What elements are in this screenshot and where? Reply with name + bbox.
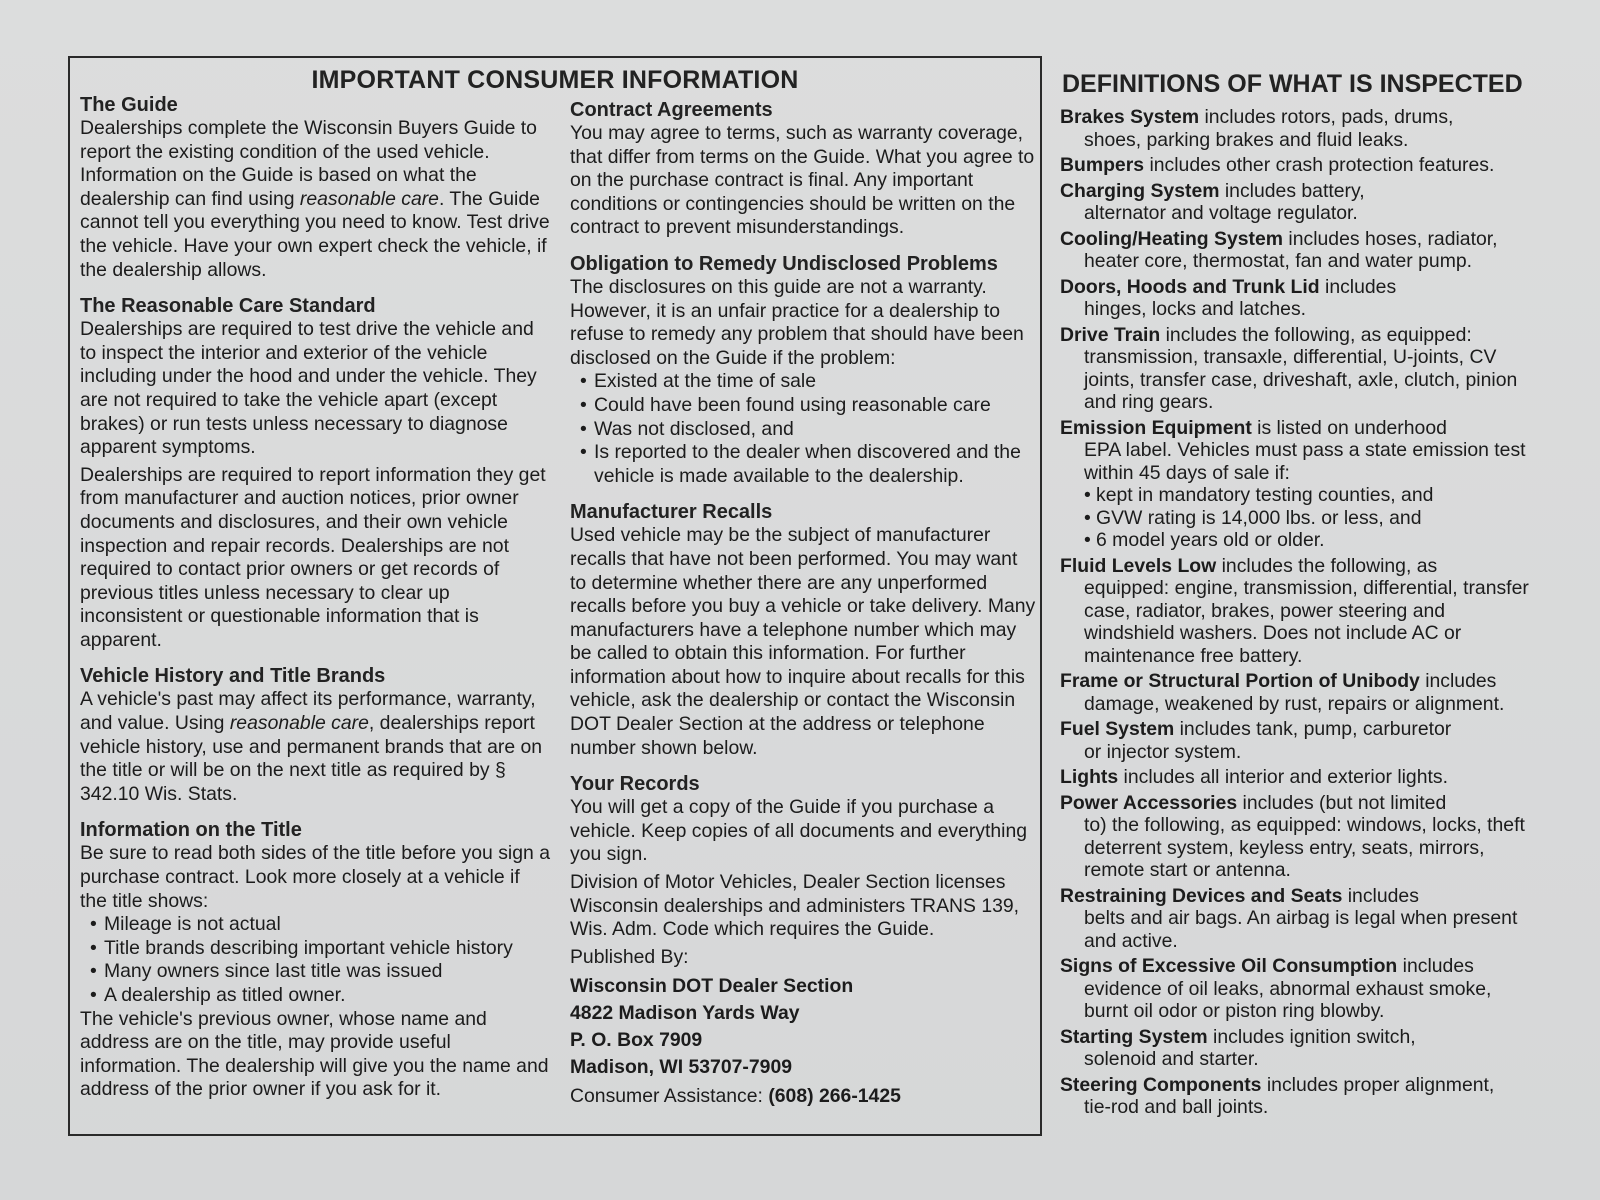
section-text: You may agree to terms, such as warranty coverage, that differ from terms on the Guide. What you agree to on the purchase contract is final. Any important conditions or contingencies should be written on the contract to prevent misunderstandings.	[570, 122, 1035, 239]
definition-term: Emission Equipment	[1060, 416, 1252, 439]
address-line: P. O. Box 7909	[570, 1029, 703, 1052]
definition-item	[1060, 106, 1530, 151]
box-title: IMPORTANT CONSUMER INFORMATION	[311, 66, 799, 94]
definition-text: alternator and voltage regulator.	[1084, 202, 1358, 224]
section-text: Be sure to read both sides of the title before you sign a purchase contract. Look more closely at a vehicle if the title shows:	[80, 842, 550, 912]
section-text: Division of Motor Vehicles, Dealer Section licenses Wisconsin dealerships and administers TRANS 139, Wis. Adm. Code which requires the Guide.	[570, 871, 1020, 941]
definition-text: includes tank, pump, carburetor	[1174, 718, 1452, 740]
section-text: Dealerships are required to test drive the vehicle and to inspect the interior and exterior of the vehicle including under the hood and under the vehicle. They are not required to take the vehicle apart (except brakes) or run tests unless necessary to diagnose apparent symptoms.	[80, 318, 537, 459]
definition-text: includes rotors, pads, drums,	[1199, 106, 1454, 128]
definition-item	[1060, 417, 1530, 552]
list-item: • Many owners since last title was issued	[90, 960, 550, 984]
definition-term: Charging System	[1060, 179, 1220, 202]
definition-item	[1060, 1026, 1530, 1071]
definition-item	[1060, 955, 1530, 1023]
definition-text: includes the following, as equipped:	[1160, 323, 1472, 346]
definition-text: includes other crash protection features.	[1144, 154, 1495, 176]
definition-item	[1060, 180, 1530, 225]
section-text: The disclosures on this guide are not a warranty. However, it is an unfair practice for a dealership to refuse to remedy any problem that should have been disclosed on the Guide if the problem:	[570, 275, 1024, 369]
definition-term: Brakes System	[1060, 106, 1200, 128]
definition-text: belts and air bags. An airbag is legal when present and active.	[1084, 907, 1518, 952]
list-item: • A dealership as titled owner.	[90, 984, 550, 1008]
consumer-assistance: Consumer Assistance: (608) 266-1425	[570, 1085, 901, 1108]
definition-text: damage, weakened by rust, repairs or alignment.	[1084, 692, 1505, 715]
definition-term: Drive Train	[1060, 323, 1161, 346]
definition-text: includes hoses, radiator,	[1283, 227, 1498, 250]
section-heading: The Reasonable Care Standard	[80, 295, 376, 318]
title-bullet-list	[80, 913, 550, 1007]
definition-item	[1060, 766, 1530, 789]
list-item: • 6 model years old or older.	[1084, 529, 1530, 552]
definition-text: EPA label. Vehicles must pass a state emission test within 45 days of sale if:	[1084, 439, 1526, 484]
section-heading: Contract Agreements	[570, 99, 773, 121]
definition-text: transmission, transaxle, differential, U-joints, CV joints, transfer case, driveshaft, axle, clutch, pinion and ring gears.	[1084, 346, 1518, 413]
section-text: Used vehicle may be the subject of manufacturer recalls that have not been performed. You may want to determine whether there are any unperformed recalls before you buy a vehicle or take delivery. Many manufacturers have a telephone number which may be called to obtain this information. For further information about how to inquire about recalls for this vehicle, ask the dealership or contact the Wisconsin DOT Dealer Section at the address or telephone number shown below.	[570, 524, 1036, 759]
definition-term: Fluid Levels Low	[1060, 554, 1217, 577]
section-text: You will get a copy of the Guide if you purchase a vehicle. Keep copies of all documents and everything you sign.	[570, 796, 1028, 866]
definition-item	[1060, 228, 1530, 273]
section-heading: Your Records	[570, 773, 700, 796]
section-heading: The Guide	[80, 94, 178, 116]
list-item: • GVW rating is 14,000 lbs. or less, and	[1084, 507, 1530, 530]
list-item: • Was not disclosed, and	[580, 418, 1036, 442]
definition-item	[1060, 718, 1530, 763]
definition-text: includes	[1397, 955, 1474, 977]
definition-term: Frame or Structural Portion of Unibody	[1060, 670, 1420, 692]
definitions-list	[1060, 106, 1530, 1122]
definition-term: Starting System	[1060, 1025, 1208, 1048]
publisher-address	[570, 973, 1036, 1081]
list-item: • Could have been found using reasonable care	[580, 394, 1036, 418]
section-text: Dealerships complete the Wisconsin Buyers Guide to report the existing condition of the used vehicle. Information on the Guide is based on what the dealership can find using reasonable care. The Guide cannot tell you everything you need to know. Test drive the vehicle. Have your own expert check the vehicle, if the dealership allows.	[80, 117, 550, 281]
definition-item	[1060, 154, 1530, 177]
list-item: • Existed at the time of sale	[580, 370, 1036, 394]
list-item: • Is reported to the dealer when discovered and the vehicle is made available to the dealership.	[580, 441, 1036, 488]
section-heading: Information on the Title	[80, 819, 302, 842]
section-heading: Manufacturer Recalls	[570, 501, 773, 524]
address-line: 4822 Madison Yards Way	[570, 1002, 800, 1025]
definition-term: Steering Components	[1060, 1073, 1262, 1096]
definition-text: shoes, parking brakes and fluid leaks.	[1084, 128, 1409, 151]
list-item: • Title brands describing important vehicle history	[90, 937, 550, 961]
definition-item	[1060, 324, 1530, 414]
address-line: Wisconsin DOT Dealer Section	[570, 975, 854, 998]
definition-text: includes the following, as	[1216, 554, 1438, 577]
definition-text: is listed on underhood	[1251, 416, 1447, 439]
definition-text: includes	[1319, 275, 1397, 298]
definition-text: evidence of oil leaks, abnormal exhaust smoke, burnt oil odor or piston ring blowby.	[1084, 977, 1492, 1022]
definition-text: includes	[1419, 670, 1497, 692]
definition-term: Bumpers	[1060, 154, 1145, 176]
definition-item	[1060, 1074, 1530, 1119]
definition-item	[1060, 276, 1530, 321]
definition-term: Restraining Devices and Seats	[1060, 884, 1343, 907]
section-heading: Obligation to Remedy Undisclosed Problems	[570, 252, 998, 275]
remedy-bullet-list	[570, 370, 1036, 488]
list-item: • Mileage is not actual	[90, 913, 550, 937]
definition-text: includes proper alignment,	[1261, 1073, 1495, 1096]
definition-item	[1060, 670, 1530, 715]
definition-text: equipped: engine, transmission, differential, transfer case, radiator, brakes, power steering and windshield washers. Does not include AC or maintenance free battery.	[1084, 577, 1529, 667]
assistance-phone: (608) 266-1425	[768, 1085, 901, 1108]
definition-text: heater core, thermostat, fan and water pump.	[1084, 250, 1473, 272]
section-text: A vehicle's past may affect its performance, warranty, and value. Using reasonable care, dealerships report vehicle history, use and permanent brands that are on the title or will be on the next title as required by § 342.10 Wis. Stats.	[80, 688, 543, 805]
section-text: Dealerships are required to report information they get from manufacturer and auction notices, prior owner documents and disclosures, and their own vehicle inspection and repair records. Dealerships are not required to contact prior owners or get records of previous titles unless necessary to clear up inconsistent or questionable information that is apparent.	[80, 463, 546, 651]
consumer-information-box	[68, 56, 1042, 1136]
definition-term: Lights	[1060, 766, 1119, 788]
section-text: The vehicle's previous owner, whose name and address are on the title, may provide useful information. The dealership will give you the name and address of the prior owner if you ask for it.	[80, 1007, 549, 1101]
published-by-label: Published By:	[570, 945, 689, 968]
emission-bullet-list	[1060, 484, 1530, 552]
list-item: • kept in mandatory testing counties, and	[1084, 484, 1530, 507]
definition-item	[1060, 555, 1530, 668]
definition-text: hinges, locks and latches.	[1084, 298, 1307, 320]
middle-column	[570, 98, 1036, 1109]
definition-term: Signs of Excessive Oil Consumption	[1060, 955, 1398, 977]
definition-text: includes battery,	[1219, 179, 1365, 202]
definition-term: Power Accessories	[1060, 791, 1238, 814]
definition-item	[1060, 792, 1530, 882]
definition-item	[1060, 885, 1530, 953]
definition-text: includes (but not limited	[1237, 791, 1447, 814]
definition-text: includes ignition switch,	[1207, 1025, 1416, 1048]
definition-text: solenoid and starter.	[1084, 1048, 1259, 1070]
left-column	[80, 93, 550, 1102]
definition-term: Doors, Hoods and Trunk Lid	[1060, 275, 1320, 298]
definition-text: tie-rod and ball joints.	[1084, 1096, 1269, 1118]
definition-text: includes all interior and exterior lights.	[1118, 766, 1448, 788]
section-heading: Vehicle History and Title Brands	[80, 665, 386, 688]
definition-text: includes	[1342, 884, 1419, 907]
definition-term: Cooling/Heating System	[1060, 227, 1284, 250]
definitions-title: DEFINITIONS OF WHAT IS INSPECTED	[1062, 70, 1523, 98]
definition-text: or injector system.	[1084, 740, 1242, 763]
definition-text: to) the following, as equipped: windows, locks, theft deterrent system, keyless entry, seats, mirrors, remote start or antenna.	[1084, 814, 1525, 881]
address-line: Madison, WI 53707-7909	[570, 1056, 793, 1079]
definition-term: Fuel System	[1060, 718, 1175, 740]
